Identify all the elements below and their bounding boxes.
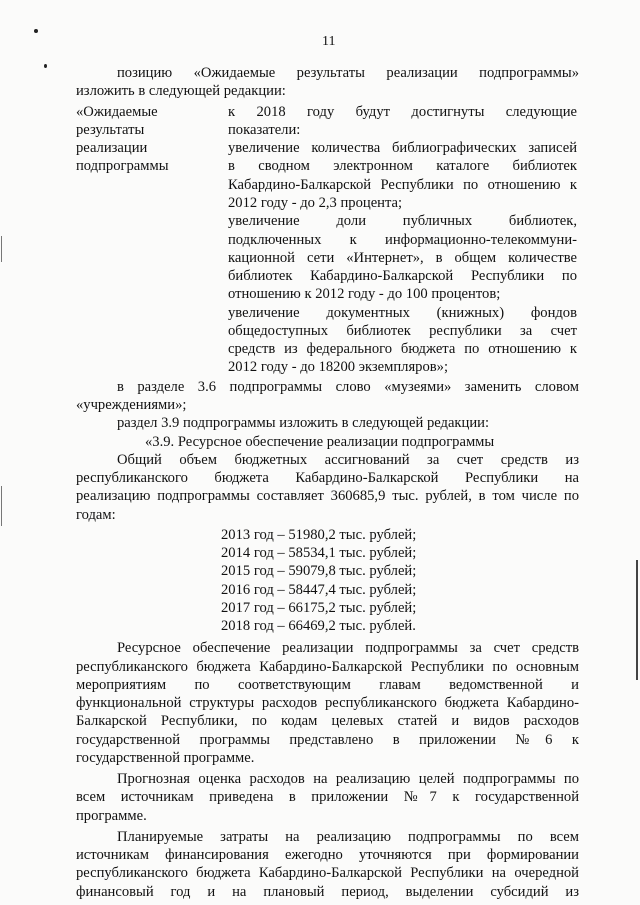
table-right-line: кационной сети «Интернет», в общем количестве bbox=[228, 250, 577, 266]
table-right-line: к 2018 году будут достигнуты следующие bbox=[228, 104, 577, 120]
year-amount: 2015 год – 59079,8 тыс. рублей; bbox=[221, 563, 417, 579]
resource-line: мероприятиям по соответствующим главам ведомственной и bbox=[76, 677, 579, 693]
table-left-cell: реализации bbox=[76, 140, 148, 156]
scan-edge-left bbox=[1, 236, 2, 262]
forecast-line: программе. bbox=[76, 808, 147, 824]
table-right-line: увеличение количества библиографических записей bbox=[228, 140, 577, 156]
table-right-line: в сводном электронном каталоге библиотек bbox=[228, 158, 577, 174]
resource-line: функциональной структуры расходов республиканского бюджета Кабардино- bbox=[76, 695, 579, 711]
year-amount: 2018 год – 66469,2 тыс. рублей. bbox=[221, 618, 416, 634]
total-line: реализацию подпрограммы составляет 360685,9 тыс. рублей, в том числе по bbox=[76, 488, 579, 504]
forecast-line: Прогнозная оценка расходов на реализацию целей подпрограммы по bbox=[117, 771, 579, 787]
table-right-line: средств из федерального бюджета по отношению к bbox=[228, 341, 577, 357]
planned-line: финансовый год и на плановый период, выделении субсидий из bbox=[76, 884, 579, 900]
year-amount: 2016 год – 58447,4 тыс. рублей; bbox=[221, 582, 417, 598]
forecast-line: всем источникам приведена в приложении №7 к государственной bbox=[76, 789, 579, 805]
table-right-line: 2012 году - до 2,3 процента; bbox=[228, 195, 403, 211]
table-right-line: подключенных к информационно-телекоммуни- bbox=[228, 232, 577, 248]
intro-line: изложить в следующей редакции: bbox=[76, 83, 286, 99]
year-amount: 2013 год – 51980,2 тыс. рублей; bbox=[221, 527, 417, 543]
year-amount: 2014 год – 58534,1 тыс. рублей; bbox=[221, 545, 417, 561]
total-line: годам: bbox=[76, 507, 116, 523]
table-right-line: 2012 году - до 18200 экземпляров»; bbox=[228, 359, 448, 375]
section-36-line: в разделе 3.6 подпрограммы слово «музеями» заменить словом bbox=[117, 379, 579, 395]
resource-line: Ресурсное обеспечение реализации подпрограммы за счет средств bbox=[117, 640, 579, 656]
scan-mark-dot bbox=[34, 29, 38, 33]
resource-line: Балкарской Республики, по кодам целевых статей и видов расходов bbox=[76, 713, 579, 729]
table-right-line: увеличение доли публичных библиотек, bbox=[228, 213, 577, 229]
section-36-line: «учреждениями»; bbox=[76, 397, 187, 413]
table-right-line: увеличение документных (книжных) фондов bbox=[228, 305, 577, 321]
resource-line: республиканского бюджета Кабардино-Балкарской Республики по основным bbox=[76, 659, 579, 675]
table-right-line: библиотек Кабардино-Балкарской Республики по bbox=[228, 268, 577, 284]
scan-edge-right bbox=[636, 560, 638, 680]
table-left-cell: «Ожидаемые bbox=[76, 104, 158, 120]
total-line: республиканского бюджета Кабардино-Балкарской Республики на bbox=[76, 470, 579, 486]
section-39-line: раздел 3.9 подпрограммы изложить в следующей редакции: bbox=[117, 415, 490, 431]
year-amount: 2017 год – 66175,2 тыс. рублей; bbox=[221, 600, 417, 616]
total-line: Общий объем бюджетных ассигнований за счет средств из bbox=[117, 452, 579, 468]
resource-line: государственной программе. bbox=[76, 750, 255, 766]
table-left-cell: результаты bbox=[76, 122, 145, 138]
table-right-line: отношению к 2012 году - до 100 процентов; bbox=[228, 286, 501, 302]
planned-line: источникам финансирования ежегодно уточняются при формировании bbox=[76, 847, 579, 863]
page-number: 11 bbox=[322, 34, 336, 49]
table-right-line: показатели: bbox=[228, 122, 301, 138]
table-right-line: Кабардино-Балкарской Республики по отношению к bbox=[228, 177, 577, 193]
resource-line: государственной программы представлено в приложении №6 к bbox=[76, 732, 579, 748]
planned-line: республиканского бюджета Кабардино-Балкарской Республики на очередной bbox=[76, 865, 579, 881]
intro-line: позицию «Ожидаемые результаты реализации подпрограммы» bbox=[117, 65, 579, 81]
section-heading: «3.9. Ресурсное обеспечение реализации подпрограммы bbox=[145, 434, 495, 450]
table-right-line: общедоступных библиотек республики за счет bbox=[228, 323, 577, 339]
scan-mark-tick bbox=[44, 64, 47, 68]
scan-edge-left bbox=[1, 486, 2, 526]
table-left-cell: подпрограммы bbox=[76, 158, 169, 174]
planned-line: Планируемые затраты на реализацию подпрограммы по всем bbox=[117, 829, 579, 845]
